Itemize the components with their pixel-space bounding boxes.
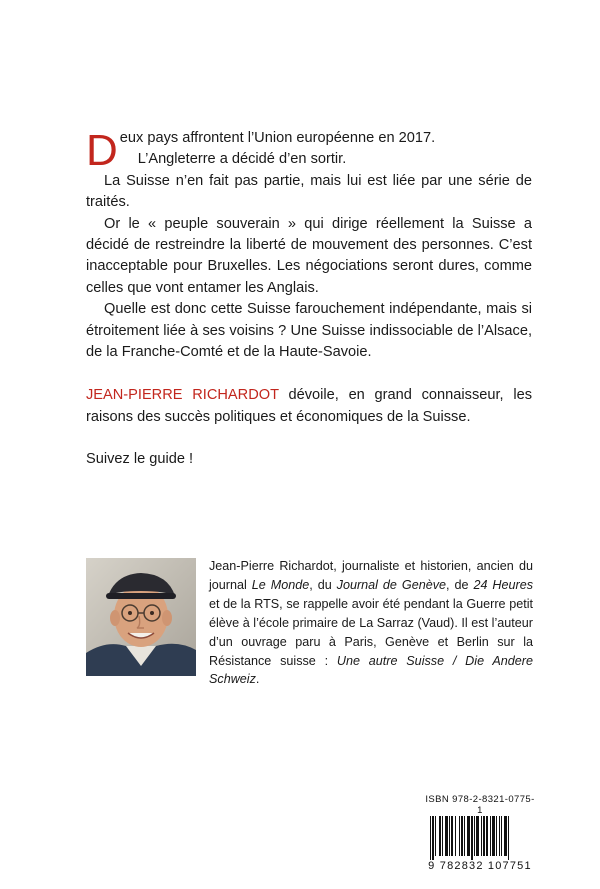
bio-book-title: Une autre Suisse / Die Andere Schweiz: [209, 653, 534, 687]
blurb-p6-text: dévoile, en grand connaisseur, les raisons des succès politiques et économiques de la Suisse.: [86, 387, 532, 425]
blurb-paragraph-7: Suivez le guide !: [86, 451, 194, 468]
bio-text: Jean-Pierre Richardot, journaliste et historien, ancien du journal: [209, 559, 533, 592]
bio-text: , du: [309, 577, 337, 592]
isbn-number: ISBN 978-2-8321-0775-1: [425, 794, 535, 816]
blurb-paragraph-6: [86, 385, 532, 428]
bio-title-24-heures: 24 Heures: [473, 577, 533, 592]
author-photo: [86, 558, 196, 676]
bio-title-journal-de-geneve: Journal de Genève: [336, 577, 447, 592]
bio-text: et de la RTS, se rappelle avoir été pendant la Guerre petit élève à l’école primaire de La Sarraz (Vaud). Il est l’auteur d’un ouvrage paru à Paris, Genève et Berlin sur la Résistance suisse :: [209, 596, 533, 668]
blurb-paragraph-3: La Suisse n’en fait pas partie, mais lui est liée par une série de traités.: [86, 172, 532, 211]
back-cover-blurb: [86, 128, 532, 471]
bio-title-le-monde: Le Monde: [251, 577, 310, 592]
author-name-highlight: JEAN-PIERRE RICHARDOT: [86, 387, 279, 404]
isbn-barcode: [424, 794, 536, 872]
blurb-p1-text: eux pays affrontent l’Union européenne en 2017.: [119, 130, 436, 146]
author-biography: [209, 557, 533, 689]
bio-text: , de: [446, 577, 474, 592]
bio-text: .: [255, 672, 260, 687]
blurb-paragraph-2: L’Angleterre a décidé d’en sortir.: [137, 151, 347, 168]
barcode-digits: 9 782832 107751: [428, 860, 532, 872]
drop-cap: D: [86, 126, 118, 175]
blurb-paragraph-5: Quelle est donc cette Suisse farouchement indépendante, mais si étroitement liée à ses voisins ? Une Suisse indissociable de l’Alsace, de la Franche-Comté et de la Haute-Savoie.: [86, 301, 532, 361]
blurb-paragraph-4: Or le « peuple souverain » qui dirige réellement la Suisse a décidé de restreindre la liberté de mouvement des personnes. C’est inacceptable pour Bruxelles. Les négociations seront dures, comme celles que vont entamer les Anglais.: [86, 215, 532, 296]
barcode-bars-icon: [424, 816, 536, 860]
